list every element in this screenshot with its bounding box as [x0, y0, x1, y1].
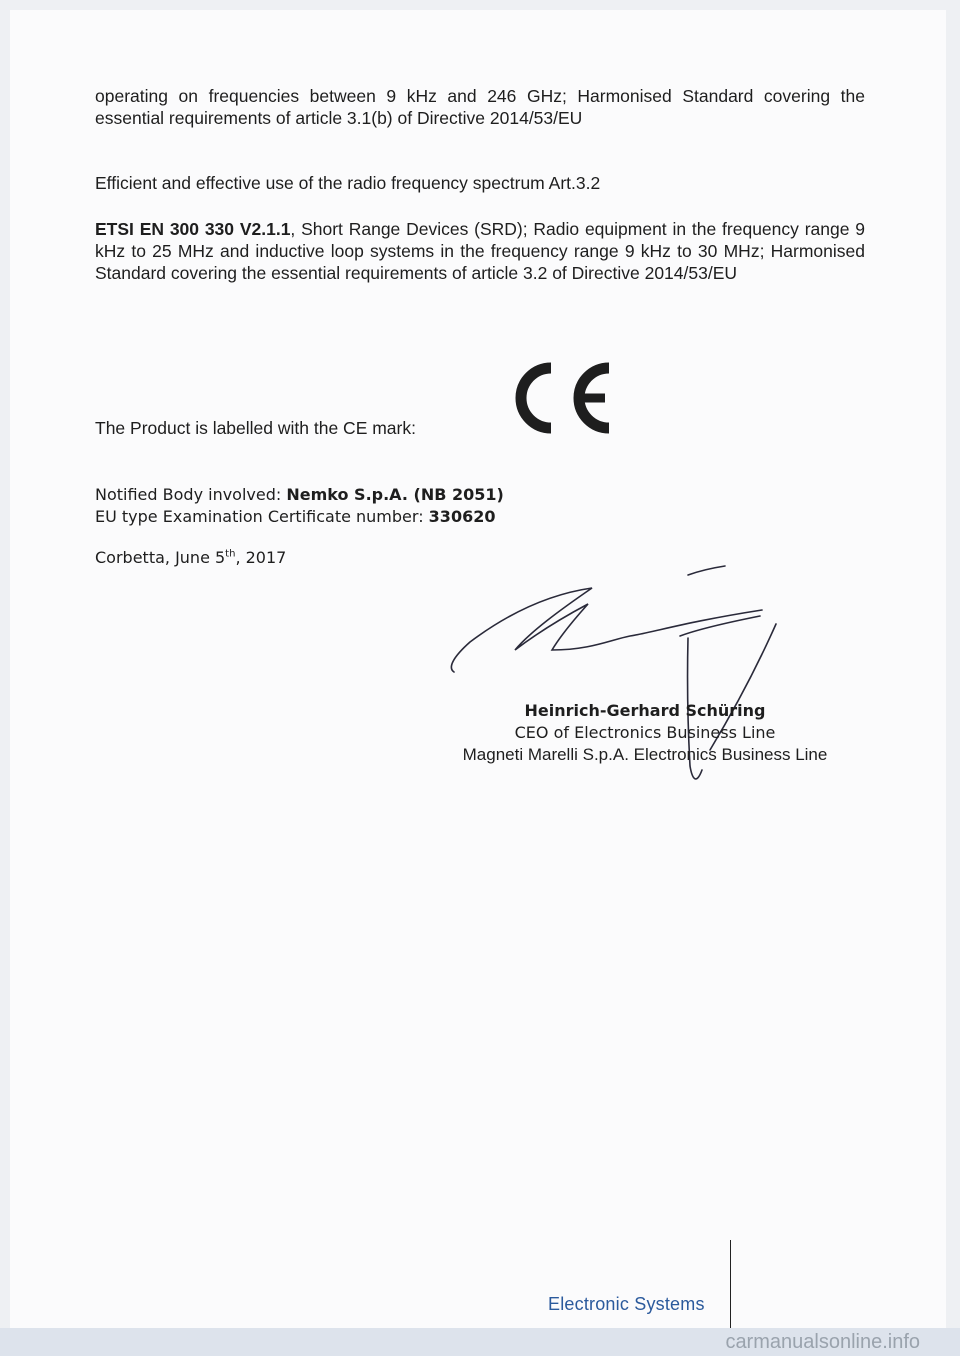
- ce-label: The Product is labelled with the CE mark:: [95, 418, 416, 438]
- notified-body-line: [95, 484, 504, 506]
- date-ordinal: th: [225, 548, 236, 560]
- certificate-line: [95, 506, 504, 528]
- date-suffix: , 2017: [235, 548, 287, 567]
- etsi-description: , Short Range Devices (SRD); Radio equipment in the frequency range 9 kHz to 25 MHz and inductive loop systems in the frequency range 9 kHz to 30 MHz; Harmonised Standard covering the essential requirements of article 3.2 of Directive 2014/53/EU: [95, 219, 865, 283]
- footer-brand: Electronic Systems: [548, 1294, 705, 1314]
- watermark: carmanualsonline.info: [725, 1331, 920, 1353]
- date-prefix: Corbetta, June 5: [95, 548, 226, 567]
- certificate-number: 330620: [428, 507, 496, 526]
- notified-body-label: Notified Body involved:: [95, 485, 287, 504]
- continuation-paragraph: operating on frequencies between 9 kHz and 246 GHz; Harmonised Standard covering the essential requirements of article 3.1(b) of Directive 2014/53/EU: [95, 86, 865, 128]
- place-date: [95, 548, 286, 567]
- ce-mark-icon: [505, 358, 625, 438]
- signatory-company: Magneti Marelli S.p.A. Electronics Business Line: [462, 745, 828, 764]
- certificate-label: EU type Examination Certificate number:: [95, 507, 429, 526]
- etsi-reference: ETSI EN 300 330 V2.1.1: [95, 219, 291, 239]
- efficient-use-paragraph: Efficient and effective use of the radio frequency spectrum Art.3.2: [95, 173, 601, 193]
- footer-divider: [730, 1240, 731, 1328]
- notified-body-value: Nemko S.p.A. (NB 2051): [286, 485, 504, 504]
- notified-body-section: [95, 484, 504, 528]
- signatory-block: [430, 700, 860, 766]
- signatory-name: Heinrich-Gerhard Schüring: [524, 701, 766, 720]
- signatory-role: CEO of Electronics Business Line: [514, 723, 776, 742]
- etsi-paragraph: [95, 218, 865, 284]
